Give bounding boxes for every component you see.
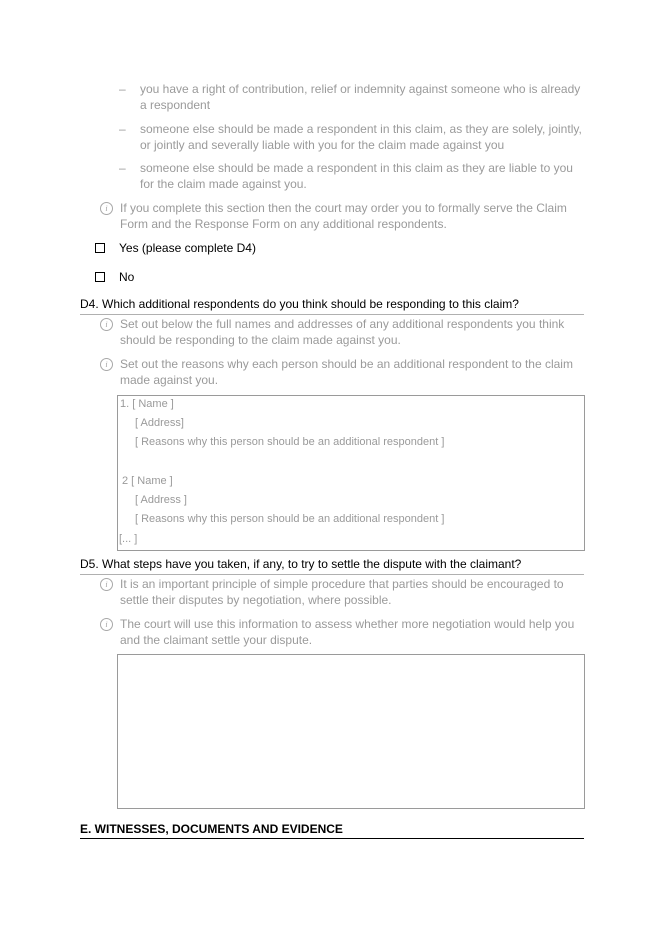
d5-heading: D5. What steps have you taken, if any, to try to settle the dispute with the claimant? xyxy=(80,557,522,571)
d4-note-names: Set out below the full names and addresses of any additional respondents you think should be responding to the claim made against you. xyxy=(120,317,565,347)
d5-note-assess: The court will use this information to assess whether more negotiation would help you and the claimant settle your dispute. xyxy=(120,617,575,647)
info-icon: i xyxy=(100,618,113,631)
d4-rule xyxy=(80,314,584,315)
d4-answer-box[interactable] xyxy=(117,395,585,551)
box-name-1: 1. [ Name ] xyxy=(120,398,174,410)
section-e-rule xyxy=(80,838,584,839)
bullet-liable-to-you: someone else should be made a respondent in this claim as they are liable to you for the claim made against you. xyxy=(140,161,573,191)
section-e-heading: E. WITNESSES, DOCUMENTS AND EVIDENCE xyxy=(80,822,343,836)
box-ellipsis: [... ] xyxy=(119,533,138,545)
info-icon: i xyxy=(100,318,113,331)
d5-rule xyxy=(80,574,584,575)
bullet-liable-with-you: someone else should be made a respondent in this claim, as they are solely, jointly, or jointly and severally liable with you for the claim made against you xyxy=(140,122,582,152)
info-icon: i xyxy=(100,202,113,215)
no-label: No xyxy=(119,270,135,284)
box-address-1: [ Address] xyxy=(135,417,184,429)
yes-checkbox[interactable] xyxy=(95,243,105,253)
box-address-2: [ Address ] xyxy=(135,494,187,506)
d4-note-reasons: Set out the reasons why each person should be an additional respondent to the claim made against you. xyxy=(120,357,573,387)
bullet-marker: – xyxy=(119,122,126,136)
d4-heading: D4. Which additional respondents do you think should be responding to this claim? xyxy=(80,297,519,311)
box-reasons-2: [ Reasons why this person should be an additional respondent ] xyxy=(135,513,445,525)
d5-answer-box[interactable] xyxy=(117,654,585,809)
box-reasons-1: [ Reasons why this person should be an additional respondent ] xyxy=(135,436,445,448)
note-serve: If you complete this section then the court may order you to formally serve the Claim Form and the Response Form on any additional respondents. xyxy=(120,201,567,231)
bullet-marker: – xyxy=(119,82,126,96)
box-name-2: 2 [ Name ] xyxy=(122,475,173,487)
d5-note-negotiation: It is an important principle of simple procedure that parties should be encouraged to settle their disputes by negotiation, where possible. xyxy=(120,577,564,607)
info-icon: i xyxy=(100,358,113,371)
bullet-contribution: you have a right of contribution, relief or indemnity against someone who is already a respondent xyxy=(140,82,581,112)
info-icon: i xyxy=(100,578,113,591)
no-checkbox[interactable] xyxy=(95,272,105,282)
bullet-marker: – xyxy=(119,161,126,175)
yes-label: Yes (please complete D4) xyxy=(119,241,256,255)
